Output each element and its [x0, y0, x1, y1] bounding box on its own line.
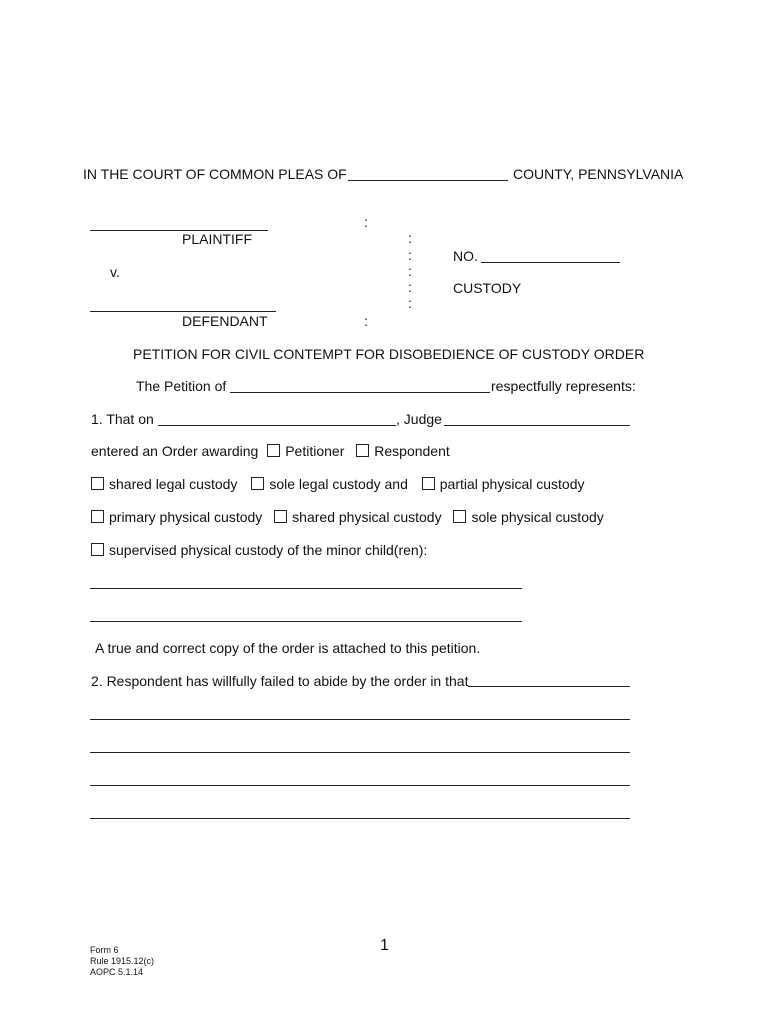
violation-line-2[interactable]	[90, 752, 630, 753]
plaintiff-label: PLAINTIFF	[182, 231, 253, 247]
caption-colon: :	[364, 313, 368, 329]
copy-statement: A true and correct copy of the order is attached to this petition.	[95, 640, 481, 656]
docket-no-field[interactable]	[481, 262, 620, 263]
primary-physical-checkbox[interactable]	[91, 510, 104, 523]
sole-legal-checkbox[interactable]	[251, 477, 264, 490]
partial-physical-checkbox[interactable]	[422, 477, 435, 490]
petitioner-checkbox[interactable]	[267, 444, 280, 457]
respondent-label: Respondent	[374, 443, 450, 459]
defendant-label: DEFENDANT	[182, 313, 268, 329]
sole-physical-option[interactable]	[453, 509, 603, 525]
form-number: Form 6	[90, 945, 119, 955]
shared-physical-option[interactable]	[274, 509, 441, 525]
rule-number: Rule 1915.12(c)	[90, 956, 155, 966]
caption-colon: :	[364, 214, 368, 230]
supervised-physical-label: supervised physical custody of the minor child(ren):	[109, 542, 428, 558]
defendant-name-field[interactable]	[90, 311, 276, 312]
violation-line-4[interactable]	[90, 818, 630, 819]
shared-legal-checkbox[interactable]	[91, 477, 104, 490]
sole-legal-label: sole legal custody and	[269, 476, 408, 492]
supervised-physical-checkbox[interactable]	[91, 543, 104, 556]
caption-colon: :	[408, 230, 412, 246]
order-awarding-row	[91, 443, 450, 459]
petition-title: PETITION FOR CIVIL CONTEMPT FOR DISOBEDIENCE OF CUSTODY ORDER	[133, 346, 645, 362]
supervised-physical-option[interactable]	[91, 542, 427, 558]
sole-physical-label: sole physical custody	[471, 509, 604, 525]
respondent-checkbox[interactable]	[356, 444, 369, 457]
court-heading	[83, 166, 347, 182]
children-names-line-1[interactable]	[90, 588, 522, 589]
petitioner-name-field[interactable]	[230, 392, 490, 393]
primary-physical-label: primary physical custody	[109, 509, 263, 525]
docket-no-label: NO.	[453, 248, 478, 264]
judge-name-field[interactable]	[444, 425, 630, 426]
caption-colon: :	[408, 295, 412, 311]
item1-prefix: 1. That on	[91, 411, 154, 427]
respondent-option[interactable]	[356, 443, 450, 459]
shared-physical-label: shared physical custody	[292, 509, 442, 525]
sole-legal-option[interactable]	[251, 476, 408, 492]
custody-options-row-1	[91, 476, 585, 492]
order-date-field[interactable]	[158, 425, 396, 426]
violation-line-3[interactable]	[90, 785, 630, 786]
versus-label: v.	[110, 264, 120, 280]
aopc-code: AOPC 5.1.14	[90, 967, 144, 977]
petition-of-suffix: respectfully represents:	[491, 378, 636, 394]
sole-physical-checkbox[interactable]	[453, 510, 466, 523]
petitioner-option[interactable]	[267, 443, 344, 459]
primary-physical-option[interactable]	[91, 509, 262, 525]
court-suffix: COUNTY, PENNSYLVANIA	[513, 166, 684, 182]
shared-legal-label: shared legal custody	[109, 476, 238, 492]
item2-text: 2. Respondent has willfully failed to abide by the order in that	[91, 673, 469, 689]
violation-field[interactable]	[468, 686, 630, 687]
order-awarding-label: entered an Order awarding	[91, 443, 259, 459]
caption-colon: :	[408, 247, 412, 263]
partial-physical-label: partial physical custody	[439, 476, 585, 492]
violation-line-1[interactable]	[90, 719, 630, 720]
county-field[interactable]	[348, 180, 508, 181]
shared-legal-option[interactable]	[91, 476, 237, 492]
custody-label: CUSTODY	[453, 280, 522, 296]
court-prefix: IN THE COURT OF COMMON PLEAS OF	[83, 166, 347, 182]
custody-options-row-3	[91, 542, 427, 558]
custody-options-row-2	[91, 509, 604, 525]
caption-colon: :	[408, 263, 412, 279]
petitioner-label: Petitioner	[285, 443, 345, 459]
petition-of-prefix: The Petition of	[136, 378, 227, 394]
caption-colon: :	[408, 279, 412, 295]
partial-physical-option[interactable]	[422, 476, 585, 492]
children-names-line-2[interactable]	[90, 621, 522, 622]
shared-physical-checkbox[interactable]	[274, 510, 287, 523]
page-number: 1	[380, 937, 389, 954]
judge-label: , Judge	[396, 411, 442, 427]
